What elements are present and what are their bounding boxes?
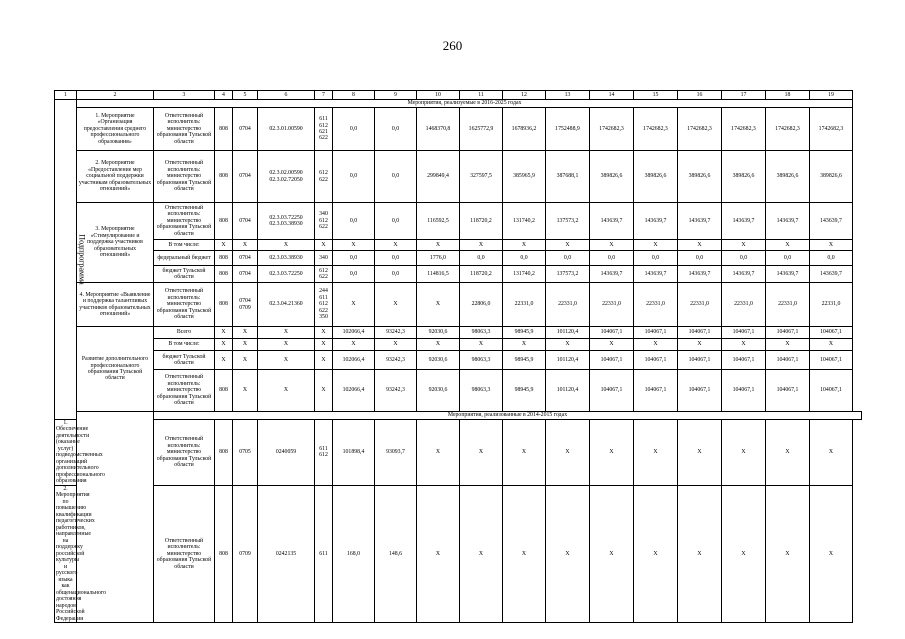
value-cell: 104067,1 [634, 351, 678, 370]
value-cell: 143639,7 [766, 203, 810, 240]
value-cell: 143639,7 [766, 266, 810, 283]
value-cell: 116592,5 [417, 203, 460, 240]
value-cell: 1468370,8 [417, 108, 460, 151]
value-cell: 101120,4 [546, 327, 590, 339]
cell: 0704 [233, 251, 258, 266]
cell: X [315, 327, 333, 339]
cell: 808 [215, 108, 233, 151]
cell: X [233, 240, 258, 251]
total-label: Всего [154, 327, 215, 339]
value-cell: 22331,0 [634, 283, 678, 327]
cell: X [258, 370, 315, 412]
value-cell: X [810, 485, 853, 622]
value-cell: 98945,9 [503, 370, 546, 412]
cell: X [333, 339, 375, 351]
cell: 02.3.02.00590 02.3.02.72050 [258, 151, 315, 203]
table-row [55, 339, 862, 351]
table-row [55, 251, 862, 266]
value-cell: 0,0 [634, 251, 678, 266]
value-cell: 389826,6 [722, 151, 766, 203]
cell: X [233, 339, 258, 351]
value-cell: X [766, 485, 810, 622]
value-cell: 22331,0 [810, 283, 853, 327]
value-cell: 0,0 [810, 251, 853, 266]
header-cell: 13 [546, 91, 590, 100]
value-cell: 1776,0 [417, 251, 460, 266]
header-cell: 14 [590, 91, 634, 100]
table-row [55, 240, 862, 251]
value-cell: 131740,2 [503, 266, 546, 283]
value-cell: 104067,1 [810, 327, 853, 339]
measure-name: 1. Мероприятие «Организация предоставления среднего профессионального образования» [77, 108, 154, 151]
cell: X [460, 339, 503, 351]
value-cell: 104067,1 [810, 370, 853, 412]
cell: X [810, 240, 853, 251]
value-cell: 104067,1 [678, 370, 722, 412]
value-cell: 0,0 [375, 203, 417, 240]
cell: 612 622 [315, 266, 333, 283]
cell: 0704 [233, 108, 258, 151]
cell: 0709 [233, 485, 258, 622]
cell: X [590, 240, 634, 251]
cell: 340 [315, 251, 333, 266]
section-title-2014: Мероприятия, реализованные в 2014-2015 годах [154, 412, 862, 420]
value-cell: X [634, 485, 678, 622]
value-cell: 104067,1 [590, 351, 634, 370]
measure-name: 2. Мероприятие «Предоставление мер социальной поддержки участникам образовательных отношений» [77, 151, 154, 203]
value-cell: 98063,3 [460, 370, 503, 412]
value-cell: 22331,0 [766, 283, 810, 327]
value-cell: 104067,1 [810, 351, 853, 370]
value-cell: 98063,3 [460, 351, 503, 370]
federal-budget-label: федеральный бюджет [154, 251, 215, 266]
executor-cell: Ответственный исполнитель: министерство образования Тульской области [154, 485, 215, 622]
value-cell: 98945,9 [503, 351, 546, 370]
value-cell: X [590, 420, 634, 486]
value-cell: 98063,3 [460, 327, 503, 339]
cell: 340 612 622 [315, 203, 333, 240]
value-cell: X [460, 485, 503, 622]
cell: X [722, 240, 766, 251]
value-cell: 22331,0 [503, 283, 546, 327]
value-cell: 143639,7 [810, 203, 853, 240]
value-cell: 22331,0 [590, 283, 634, 327]
cell: X [460, 240, 503, 251]
value-cell: 131740,2 [503, 203, 546, 240]
cell: 808 [215, 370, 233, 412]
value-cell: 389826,6 [590, 151, 634, 203]
measure-name: 1. Обеспечение деятельности (оказание услуг) подведомственных организаций дополнительного профессионального образования [56, 420, 105, 485]
value-cell: 0,0 [590, 251, 634, 266]
cell: 0242135 [258, 485, 315, 622]
value-cell: 104067,1 [590, 370, 634, 412]
cell: 611 612 621 622 [315, 108, 333, 151]
value-cell: X [417, 485, 460, 622]
header-cell: 4 [215, 91, 233, 100]
subprogram-name: Развитие дополнительного профессионального образования Тульской области [77, 327, 154, 412]
cell: 808 [215, 151, 233, 203]
value-cell: 1742682,3 [590, 108, 634, 151]
executor-cell: Ответственный исполнитель: министерство образования Тульской области [154, 370, 215, 412]
header-cell: 2 [77, 91, 154, 100]
cell: 0705 [233, 420, 258, 486]
value-cell: 0,0 [333, 251, 375, 266]
table-row [55, 370, 862, 412]
cell: 808 [215, 251, 233, 266]
value-cell: 0,0 [546, 251, 590, 266]
cell: X [315, 370, 333, 412]
cell: X [233, 351, 258, 370]
executor-cell: Ответственный исполнитель: министерство образования Тульской области [154, 203, 215, 240]
table-row [55, 351, 862, 370]
table-row [55, 485, 862, 622]
value-cell: X [590, 485, 634, 622]
value-cell: 0,0 [375, 251, 417, 266]
value-cell: 143639,7 [634, 266, 678, 283]
value-cell: X [503, 485, 546, 622]
value-cell: X [634, 420, 678, 486]
value-cell: 102066,4 [333, 370, 375, 412]
value-cell: X [766, 420, 810, 486]
value-cell: 0,0 [460, 251, 503, 266]
value-cell: 0,0 [375, 108, 417, 151]
value-cell: 143639,7 [810, 266, 853, 283]
value-cell: 389826,6 [678, 151, 722, 203]
value-cell: 104067,1 [766, 327, 810, 339]
header-cell: 1 [55, 91, 77, 100]
regional-budget-label: бюджет Тульской области [154, 351, 215, 370]
value-cell: 98945,9 [503, 327, 546, 339]
value-cell: 143639,7 [678, 203, 722, 240]
value-cell: 92030,6 [417, 351, 460, 370]
value-cell: 389826,6 [634, 151, 678, 203]
table-row [55, 327, 862, 339]
value-cell: 0,0 [503, 251, 546, 266]
budget-table [54, 90, 862, 623]
cell: X [258, 339, 315, 351]
value-cell: 104067,1 [634, 327, 678, 339]
executor-cell: Ответственный исполнитель: министерство образования Тульской области [154, 108, 215, 151]
cell: X [590, 339, 634, 351]
section-row [55, 412, 862, 420]
value-cell: 92030,6 [417, 370, 460, 412]
value-cell: 104067,1 [590, 327, 634, 339]
value-cell: 143639,7 [590, 266, 634, 283]
value-cell: X [375, 283, 417, 327]
value-cell: 0,0 [722, 251, 766, 266]
cell: 0704 [233, 266, 258, 283]
value-cell: 104067,1 [634, 370, 678, 412]
value-cell: 1742682,3 [678, 108, 722, 151]
header-cell: 10 [417, 91, 460, 100]
cell: X [634, 339, 678, 351]
cell: X [417, 339, 460, 351]
value-cell: 22331,0 [546, 283, 590, 327]
value-cell: X [722, 485, 766, 622]
value-cell: X [333, 283, 375, 327]
cell: 02.3.03.72250 02.3.03.38930 [258, 203, 315, 240]
cell: X [315, 351, 333, 370]
cell: 808 [215, 485, 233, 622]
cell: 02.3.04.21360 [258, 283, 315, 327]
value-cell: 143639,7 [634, 203, 678, 240]
measure-name: 4. Мероприятие «Выявление и поддержка талантливых участников образовательных отношений» [77, 283, 154, 327]
value-cell: 118720,2 [460, 266, 503, 283]
table-row [55, 151, 862, 203]
cell: 0240059 [258, 420, 315, 486]
value-cell: 327597,5 [460, 151, 503, 203]
value-cell: 1742682,3 [634, 108, 678, 151]
value-cell: 387688,1 [546, 151, 590, 203]
value-cell: 101120,4 [546, 370, 590, 412]
cell: X [215, 339, 233, 351]
value-cell: X [546, 485, 590, 622]
header-cell: 5 [233, 91, 258, 100]
value-cell: 114816,5 [417, 266, 460, 283]
regional-budget-label: бюджет Тульской области [154, 266, 215, 283]
value-cell: 104067,1 [766, 351, 810, 370]
value-cell: 0,0 [766, 251, 810, 266]
value-cell: 0,0 [333, 151, 375, 203]
table-row [55, 203, 862, 240]
value-cell: 299849,4 [417, 151, 460, 203]
value-cell: 0,0 [375, 151, 417, 203]
value-cell: 93242,3 [375, 327, 417, 339]
value-cell: 101120,4 [546, 351, 590, 370]
value-cell: 101898,4 [333, 420, 375, 486]
value-cell: 1752488,9 [546, 108, 590, 151]
value-cell: 389826,6 [810, 151, 853, 203]
value-cell: 102066,4 [333, 327, 375, 339]
header-cell: 7 [315, 91, 333, 100]
table-row [55, 283, 862, 327]
cell: 0704 [233, 203, 258, 240]
cell: X [233, 370, 258, 412]
value-cell: 93242,3 [375, 351, 417, 370]
in-that-number-label: В том числе: [154, 240, 215, 251]
measure-name: 2. Мероприятия по повышению квалификации педагогических работников, направленные на поддержку российской культуры и русского языка как общенационального достояния народов Российской Федерации [56, 485, 107, 622]
value-cell: X [678, 485, 722, 622]
value-cell: X [722, 420, 766, 486]
cell: X [233, 327, 258, 339]
cell: X [258, 327, 315, 339]
value-cell: X [417, 283, 460, 327]
cell: X [315, 339, 333, 351]
value-cell: 93093,7 [375, 420, 417, 486]
cell: X [333, 240, 375, 251]
table-row [55, 266, 862, 283]
header-cell: 16 [678, 91, 722, 100]
cell: X [546, 339, 590, 351]
value-cell: 104067,1 [722, 370, 766, 412]
cell: X [678, 339, 722, 351]
value-cell: 143639,7 [678, 266, 722, 283]
header-cell: 15 [634, 91, 678, 100]
in-that-number-label: В том числе: [154, 339, 215, 351]
cell: X [315, 240, 333, 251]
value-cell: 1742682,3 [810, 108, 853, 151]
cell: 0704 0709 [233, 283, 258, 327]
section-row [55, 100, 862, 108]
value-cell: 0,0 [333, 108, 375, 151]
cell: 808 [215, 420, 233, 486]
cell: X [678, 240, 722, 251]
header-cell: 12 [503, 91, 546, 100]
header-cell: 9 [375, 91, 417, 100]
value-cell: 0,0 [333, 203, 375, 240]
value-cell: 22331,0 [678, 283, 722, 327]
header-cell: 6 [258, 91, 315, 100]
executor-cell: Ответственный исполнитель: министерство образования Тульской области [154, 420, 215, 486]
value-cell: X [810, 420, 853, 486]
table-row [55, 108, 862, 151]
value-cell: X [503, 420, 546, 486]
value-cell: 148,6 [375, 485, 417, 622]
cell: X [215, 240, 233, 251]
page-number: 260 [442, 38, 463, 53]
cell: 808 [215, 283, 233, 327]
cell: X [503, 240, 546, 251]
header-cell: 17 [722, 91, 766, 100]
cell: X [215, 351, 233, 370]
executor-cell: Ответственный исполнитель: министерство образования Тульской области [154, 283, 215, 327]
value-cell: 22331,0 [722, 283, 766, 327]
cell: 611 612 [315, 420, 333, 486]
value-cell: 1742682,3 [722, 108, 766, 151]
value-cell: 102066,4 [333, 351, 375, 370]
table-row [55, 420, 862, 486]
value-cell: 137573,2 [546, 203, 590, 240]
header-cell: 18 [766, 91, 810, 100]
header-row [55, 91, 862, 100]
cell: X [503, 339, 546, 351]
cell: X [634, 240, 678, 251]
value-cell: 118720,2 [460, 203, 503, 240]
value-cell: 104067,1 [678, 327, 722, 339]
cell: 02.3.01.00590 [258, 108, 315, 151]
header-cell: 8 [333, 91, 375, 100]
value-cell: 143639,7 [722, 203, 766, 240]
measure-name: 3. Мероприятие «Стимулирование и поддержка участников образовательных отношений» [77, 203, 154, 283]
cell: X [375, 339, 417, 351]
cell: X [258, 351, 315, 370]
value-cell: 389826,6 [766, 151, 810, 203]
subprogram-label: Подпрограмма [77, 234, 87, 285]
value-cell: 168,0 [333, 485, 375, 622]
cell: X [375, 240, 417, 251]
cell: X [417, 240, 460, 251]
cell: X [215, 327, 233, 339]
value-cell: 0,0 [375, 266, 417, 283]
cell: 808 [215, 266, 233, 283]
cell: X [766, 240, 810, 251]
value-cell: X [546, 420, 590, 486]
value-cell: 1742682,3 [766, 108, 810, 151]
value-cell: 137573,2 [546, 266, 590, 283]
value-cell: X [460, 420, 503, 486]
executor-cell: Ответственный исполнитель: министерство образования Тульской области [154, 151, 215, 203]
cell: 244 611 612 622 350 [315, 283, 333, 327]
cell: X [546, 240, 590, 251]
cell: 808 [215, 203, 233, 240]
cell: 611 [315, 485, 333, 622]
cell: X [722, 339, 766, 351]
value-cell: 104067,1 [722, 351, 766, 370]
cell: X [810, 339, 853, 351]
value-cell: 1625772,9 [460, 108, 503, 151]
subprogram-label-cell [55, 100, 87, 420]
value-cell: 93242,3 [375, 370, 417, 412]
cell: X [258, 240, 315, 251]
value-cell: X [417, 420, 460, 486]
value-cell: 22806,0 [460, 283, 503, 327]
header-cell: 11 [460, 91, 503, 100]
header-cell: 19 [810, 91, 853, 100]
cell: 02.3.03.72250 [258, 266, 315, 283]
cell: 02.3.03.38930 [258, 251, 315, 266]
value-cell: 92030,6 [417, 327, 460, 339]
section-title-2016: Мероприятия, реализуемые в 2016-2025 годах [77, 100, 853, 108]
value-cell: X [678, 420, 722, 486]
value-cell: 143639,7 [722, 266, 766, 283]
value-cell: 143639,7 [590, 203, 634, 240]
value-cell: 104067,1 [722, 327, 766, 339]
cell: 0704 [233, 151, 258, 203]
value-cell: 0,0 [333, 266, 375, 283]
value-cell: 0,0 [678, 251, 722, 266]
value-cell: 104067,1 [678, 351, 722, 370]
value-cell: 385965,9 [503, 151, 546, 203]
value-cell: 1678936,2 [503, 108, 546, 151]
header-cell: 3 [154, 91, 215, 100]
value-cell: 104067,1 [766, 370, 810, 412]
cell: X [766, 339, 810, 351]
cell: 612 622 [315, 151, 333, 203]
